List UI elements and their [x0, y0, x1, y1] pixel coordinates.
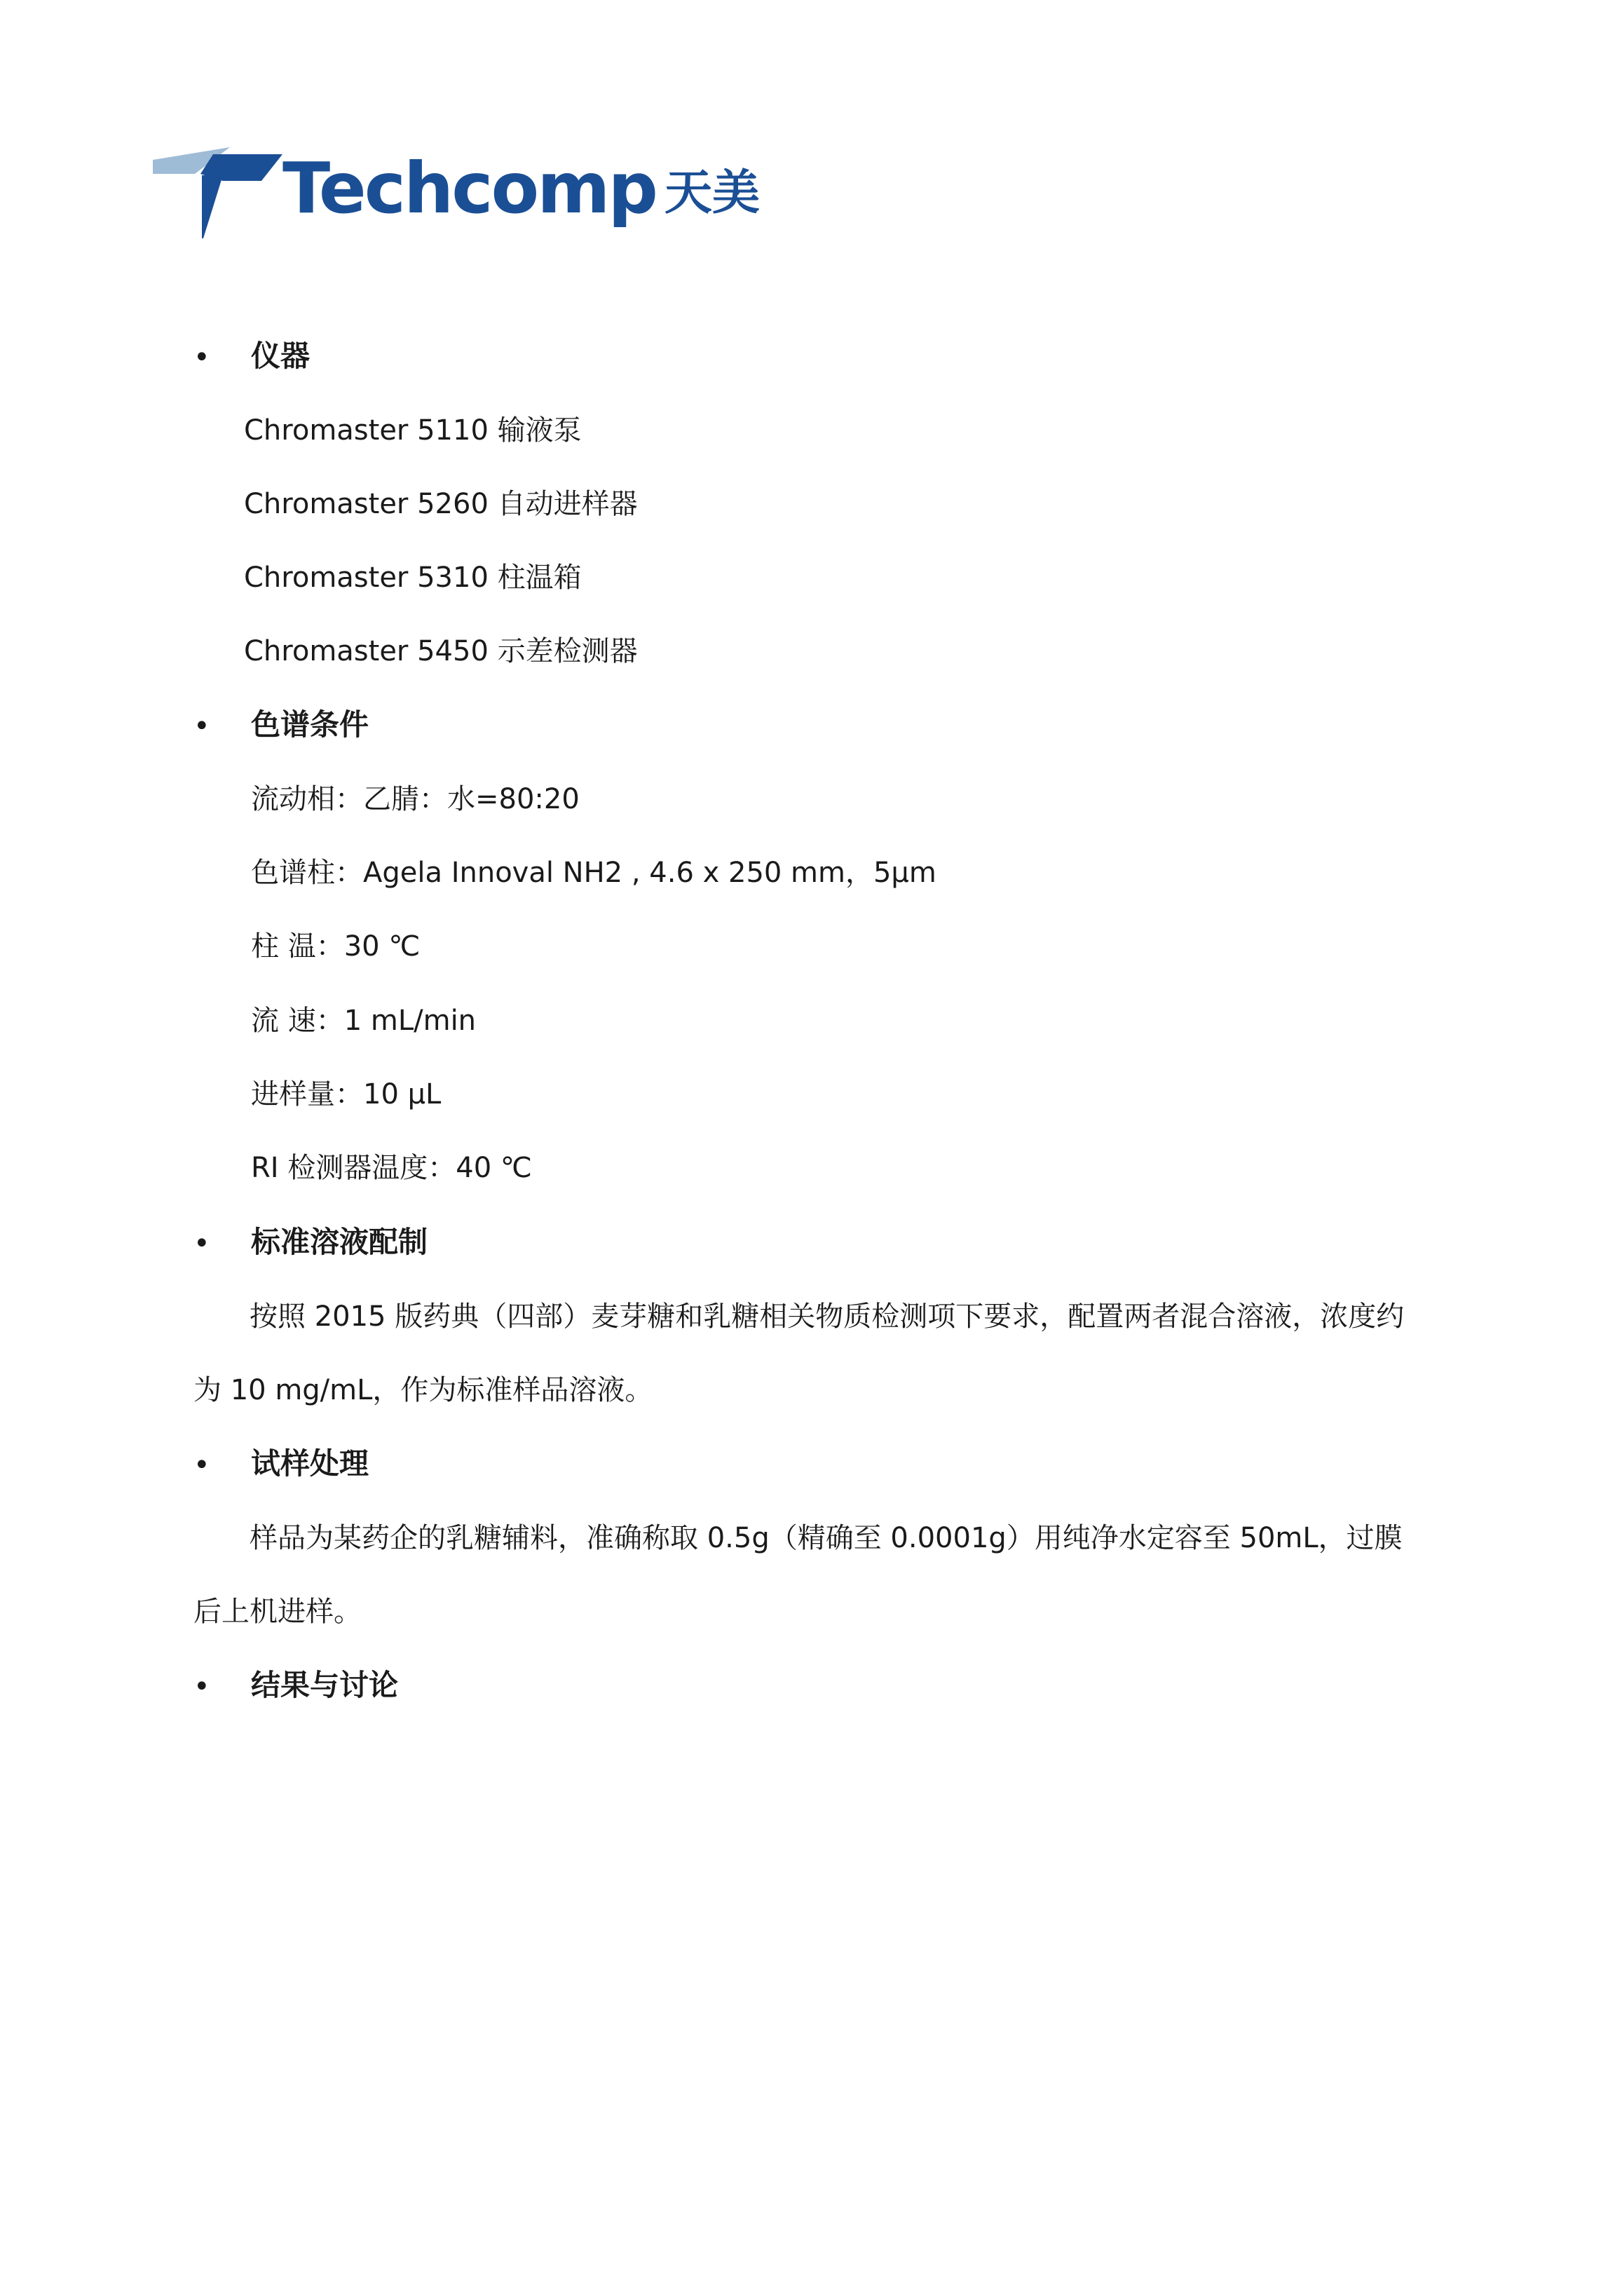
- heading-results: 结果与讨论: [251, 1668, 399, 1702]
- heading-instruments: 仪器: [251, 339, 311, 373]
- bullet-instruments: •: [193, 341, 210, 374]
- techcomp-logo: [153, 147, 770, 238]
- sample-paragraph-line: 样品为某药企的乳糖辅料，准确称取 0.5g（精确至 0.0001g）用纯净水定容至 50mL，过膜: [250, 1522, 1403, 1554]
- bullet-results: •: [193, 1671, 210, 1703]
- instrument-item: Chromaster 5110 输液泵: [244, 414, 582, 447]
- condition-injection-volume: 进样量：10 μL: [251, 1078, 442, 1110]
- techcomp-t-mark-icon: [153, 147, 286, 238]
- bullet-conditions: •: [193, 710, 210, 742]
- condition-flow-rate: 流 速：1 mL/min: [251, 1005, 477, 1037]
- standard-paragraph-line: 为 10 mg/mL，作为标准样品溶液。: [193, 1374, 653, 1406]
- logo-brand-name: Techcomp: [282, 147, 656, 229]
- condition-column-temp: 柱 温：30 ℃: [251, 930, 421, 963]
- instrument-item: Chromaster 5310 柱温箱: [244, 562, 582, 594]
- standard-paragraph-line: 按照 2015 版药典（四部）麦芽糖和乳糖相关物质检测项下要求，配置两者混合溶液，浓度约: [250, 1300, 1405, 1333]
- bullet-sample: •: [193, 1449, 210, 1481]
- instrument-item: Chromaster 5260 自动进样器: [244, 488, 638, 520]
- heading-sample: 试样处理: [251, 1446, 369, 1481]
- heading-conditions: 色谱条件: [251, 707, 369, 742]
- heading-standard: 标准溶液配制: [251, 1225, 428, 1259]
- bullet-standard: •: [193, 1228, 210, 1260]
- condition-detector-temp: RI 检测器温度：40 ℃: [251, 1152, 532, 1184]
- logo-brand-name-cn: 天美: [665, 165, 761, 221]
- sample-paragraph-line: 后上机进样。: [193, 1596, 362, 1628]
- instrument-item: Chromaster 5450 示差检测器: [244, 635, 638, 667]
- condition-mobile-phase: 流动相：乙腈：水=80:20: [251, 783, 580, 815]
- condition-column: 色谱柱：Agela Innoval NH2 , 4.6 x 250 mm，5μm: [251, 857, 936, 889]
